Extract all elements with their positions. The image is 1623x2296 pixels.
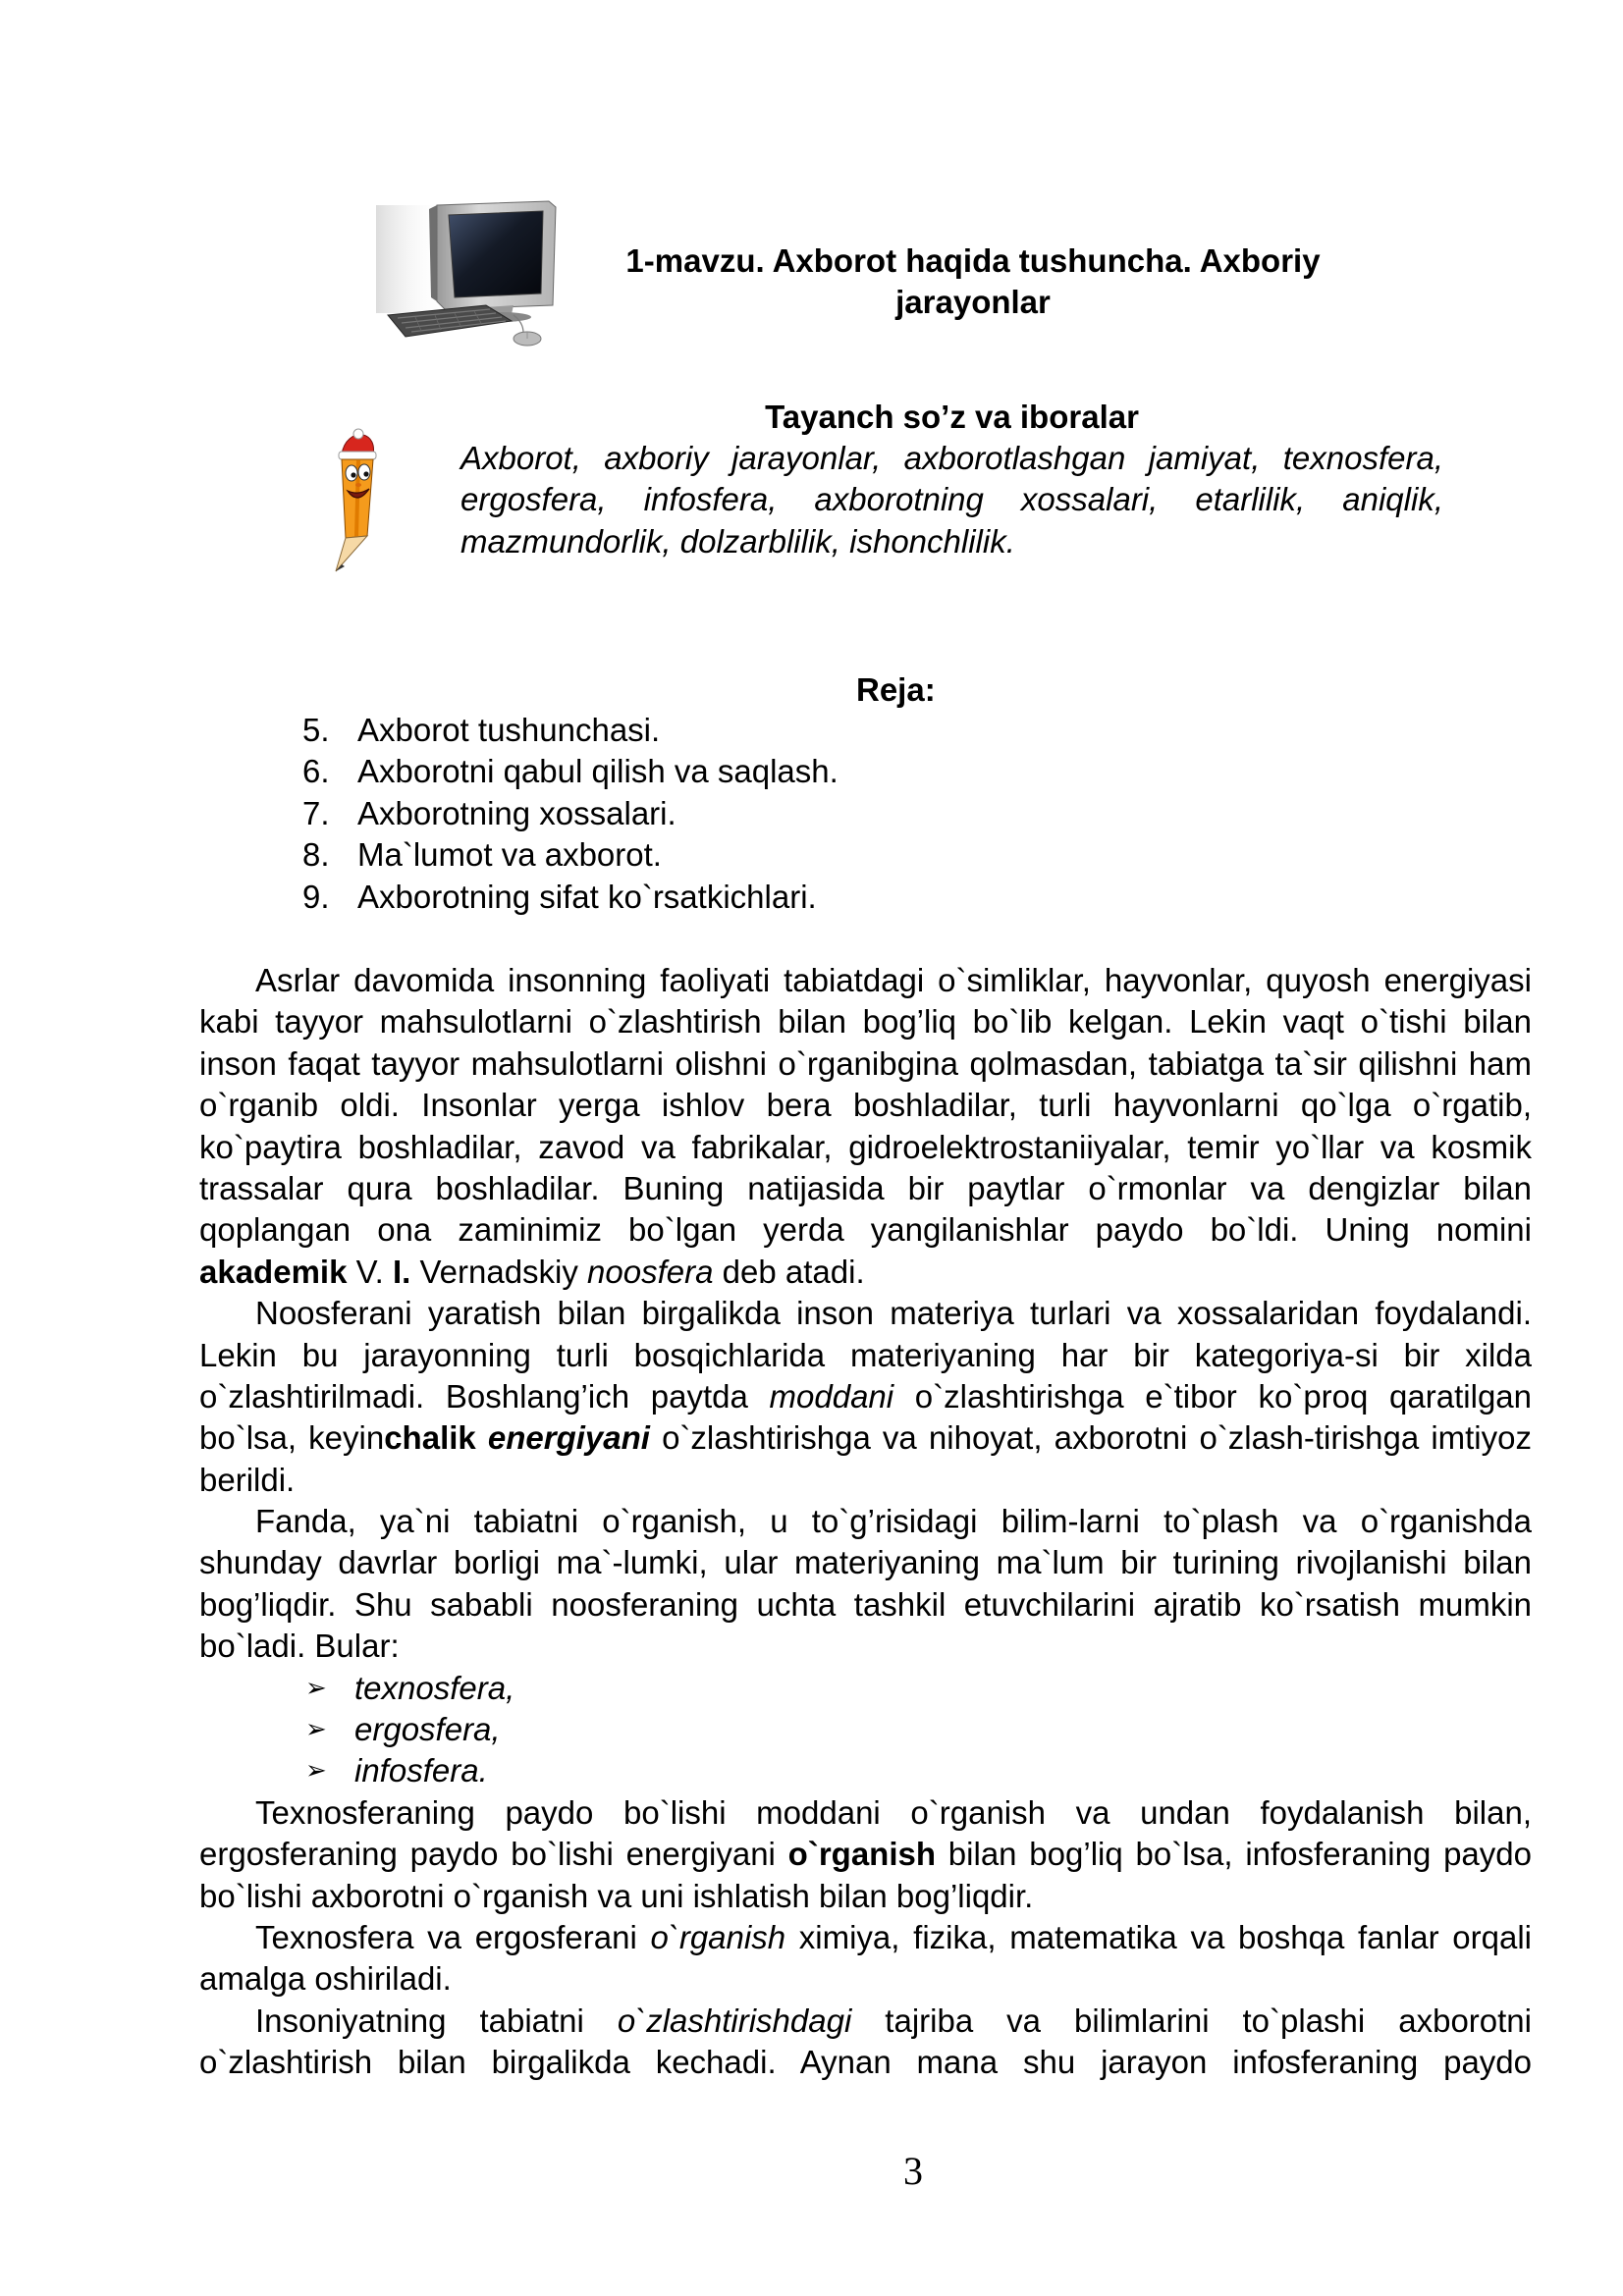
- text-line: [199, 1958, 1532, 2000]
- body-paragraph: [199, 1293, 1532, 1501]
- lesson-title-line: jarayonlar: [895, 284, 1051, 321]
- text-run: Insoniyatning tabiatni: [255, 2002, 618, 2039]
- text-line: [199, 1335, 1532, 1376]
- arrow-bullet-icon: ➢: [305, 1756, 327, 1787]
- text-run: Texnosferaning paydo bo`lishi moddani o`rganish va undan foydalanish bilan,: [255, 1793, 1532, 1831]
- text-run: Asrlar davomida insonning faoliyati tabiatdagi o`simliklar, hayvonlar, quyosh energiyasi: [255, 962, 1532, 998]
- computer-icon: [376, 199, 564, 349]
- text-run: o`zlashtirilmadi. Boshlang’ich paytda: [199, 1377, 770, 1415]
- text-run: ergosferaning paydo bo`lishi energiyani: [199, 1836, 788, 1873]
- body-paragraph: [199, 2001, 1532, 2084]
- arrow-bullet-icon: ➢: [305, 1673, 327, 1703]
- text-run: bog’liqdir. Shu sababli noosferaning uchta tashkil etuvchilarini ajratib ko`rsatish mumkin: [199, 1585, 1532, 1623]
- plan-item-number: 9.: [302, 878, 330, 915]
- text-run: trassalar qura boshladilar. Buning natijasida bir paytlar o`rmonlar va dengizlar bilan: [199, 1169, 1532, 1206]
- text-run: o`zlashtirish bilan birgalikda kechadi. Aynan mana shu jarayon infosferaning paydo: [199, 2044, 1532, 2081]
- list-item-text: ergosfera,: [354, 1711, 501, 1748]
- lesson-title-line: 1-mavzu. Axborot haqida tushuncha. Axboriy: [625, 242, 1321, 279]
- text-line: [199, 1501, 1532, 1542]
- text-run: berildi.: [199, 1461, 296, 1498]
- italic-text: moddani: [769, 1377, 894, 1415]
- text-line: [199, 1626, 1532, 1667]
- lesson-title: [580, 240, 1366, 324]
- bold-text: o`rganish: [787, 1836, 937, 1873]
- pencil-icon: [328, 428, 387, 572]
- text-line: [199, 1460, 1532, 1501]
- body-paragraph: [199, 960, 1532, 1293]
- text-line: [199, 1293, 1532, 1334]
- text-line: [199, 960, 1532, 1001]
- body-paragraph: [199, 1917, 1532, 2001]
- text-line: [199, 1043, 1532, 1085]
- text-line: [199, 1085, 1532, 1126]
- list-item: [199, 1750, 1532, 1791]
- keywords-line: ergosfera, infosfera, axborotning xossalari, etarlilik, aniqlik,: [460, 481, 1443, 518]
- text-run: V.: [347, 1253, 393, 1290]
- text-run: bo`lsa, keyin: [199, 1419, 385, 1457]
- plan-item-number: 7.: [302, 794, 330, 831]
- sphere-list: [199, 1668, 1532, 1792]
- body-paragraph: [199, 1501, 1532, 1668]
- text-line: [199, 1001, 1532, 1042]
- plan-item: [199, 877, 1532, 918]
- list-item-text: infosfera.: [354, 1752, 488, 1789]
- plan-heading: Reja:: [856, 671, 936, 708]
- text-run: o`zlashtirishga va nihoyat, axborotni o`zlash-tirishga imtiyoz: [649, 1419, 1532, 1457]
- plan-item-text: Ma`lumot va axborot.: [357, 836, 662, 874]
- text-line: [199, 1252, 1532, 1293]
- text-run: bo`ladi. Bular:: [199, 1628, 400, 1665]
- plan-item-text: Axborotning sifat ko`rsatkichlari.: [357, 878, 817, 915]
- text-run: o`rganib oldi. Insonlar yerga ishlov bera boshladilar, turli hayvonlarni qo`lga o`rgatib,: [199, 1087, 1532, 1124]
- bold-text: I.: [392, 1253, 411, 1290]
- text-line: [199, 1584, 1532, 1626]
- text-run: o`zlashtirishga e`tibor ko`proq qaratilgan: [893, 1377, 1532, 1415]
- text-run: bo`lishi axborotni o`rganish va uni ishlatish bilan bog’liqdir.: [199, 1877, 1034, 1914]
- italic-text: noosfera: [587, 1253, 714, 1290]
- bold-text: chalik: [384, 1419, 476, 1457]
- italic-text: o`zlashtirishdagi: [617, 2002, 852, 2039]
- body-text: [199, 960, 1532, 2084]
- plan-item: [199, 710, 1532, 751]
- text-line: [199, 1127, 1532, 1168]
- body-paragraph: [199, 1792, 1532, 1917]
- text-run: amalga oshiriladi.: [199, 1960, 452, 1998]
- text-run: tajriba va bilimlarini to`plashi axborotni: [851, 2002, 1532, 2039]
- keywords-text: [460, 438, 1443, 562]
- plan-item-number: 6.: [302, 753, 330, 790]
- text-run: ko`paytira boshladilar, zavod va fabrikalar, gidroelektrostaniiyalar, temir yo`llar va kosmik: [199, 1128, 1532, 1165]
- text-run: qoplangan ona zaminimiz bo`lgan yerda yangilanishlar paydo bo`ldi. Uning nomini: [199, 1211, 1532, 1249]
- plan-list: [199, 710, 1532, 918]
- text-run: kabi tayyor mahsulotlarni o`zlashtirish bilan bog’liq bo`lib kelgan. Lekin vaqt o`tishi bilan: [199, 1003, 1532, 1041]
- plan-item: [199, 751, 1532, 792]
- text-line: [199, 1209, 1532, 1251]
- text-run: inson faqat tayyor mahsulotlarni olishni o`rganibgina qolmasdan, tabiatga ta`sir qilishni ham: [199, 1044, 1532, 1082]
- text-run: Texnosfera va ergosferani: [255, 1918, 651, 1955]
- bold-italic-text: energiyani: [475, 1419, 650, 1457]
- keywords-line: mazmundorlik, dolzarblilik, ishonchlilik.: [460, 522, 1015, 560]
- list-item-text: texnosfera,: [354, 1669, 515, 1706]
- plan-item: [199, 793, 1532, 834]
- plan-item-number: 8.: [302, 836, 330, 874]
- text-line: [199, 1834, 1532, 1875]
- plan-item-text: Axborotning xossalari.: [357, 794, 676, 831]
- text-run: bilan bog’liq bo`lsa, infosferaning paydo: [936, 1836, 1532, 1873]
- keywords-line: Axborot, axboriy jarayonlar, axborotlashgan jamiyat, texnosfera,: [460, 440, 1443, 476]
- list-item: [199, 1668, 1532, 1709]
- text-run: deb atadi.: [713, 1253, 865, 1290]
- text-run: ximiya, fizika, matematika va boshqa fanlar orqali: [785, 1918, 1532, 1955]
- text-line: [199, 2042, 1532, 2083]
- list-item: [199, 1709, 1532, 1750]
- text-line: [199, 1417, 1532, 1459]
- keywords-heading: Tayanch so’z va iboralar: [765, 399, 1139, 435]
- paragraphs-before-list: [199, 960, 1532, 1668]
- plan-item-text: Axborotni qabul qilish va saqlash.: [357, 753, 839, 790]
- text-line: [199, 1542, 1532, 1583]
- plan-item-number: 5.: [302, 712, 330, 748]
- text-line: [199, 1168, 1532, 1209]
- plan-item-text: Axborot tushunchasi.: [357, 712, 661, 748]
- arrow-bullet-icon: ➢: [305, 1715, 327, 1745]
- text-line: [199, 1876, 1532, 1917]
- text-run: Vernadskiy: [410, 1253, 588, 1290]
- text-run: Noosferani yaratish bilan birgalikda inson materiya turlari va xossalaridan foydalandi.: [255, 1295, 1532, 1332]
- plan-item: [199, 834, 1532, 876]
- text-line: [199, 1376, 1532, 1417]
- paragraphs-after-list: [199, 1792, 1532, 2084]
- text-line: [199, 1917, 1532, 1958]
- text-run: Lekin bu jarayonning turli bosqichlarida materiyaning har bir kategoriya-si bir xilda: [199, 1336, 1532, 1373]
- text-run: Fanda, ya`ni tabiatni o`rganish, u to`g’risidagi bilim-larni to`plash va o`rganishda: [255, 1503, 1532, 1540]
- italic-text: o`rganish: [650, 1918, 786, 1955]
- text-line: [199, 2001, 1532, 2042]
- text-run: shunday davrlar borligi ma`-lumki, ular materiyaning ma`lum bir turining rivojlanishi bilan: [199, 1544, 1532, 1581]
- bold-text: akademik: [199, 1253, 348, 1290]
- page-number: 3: [903, 2149, 923, 2193]
- text-line: [199, 1792, 1532, 1834]
